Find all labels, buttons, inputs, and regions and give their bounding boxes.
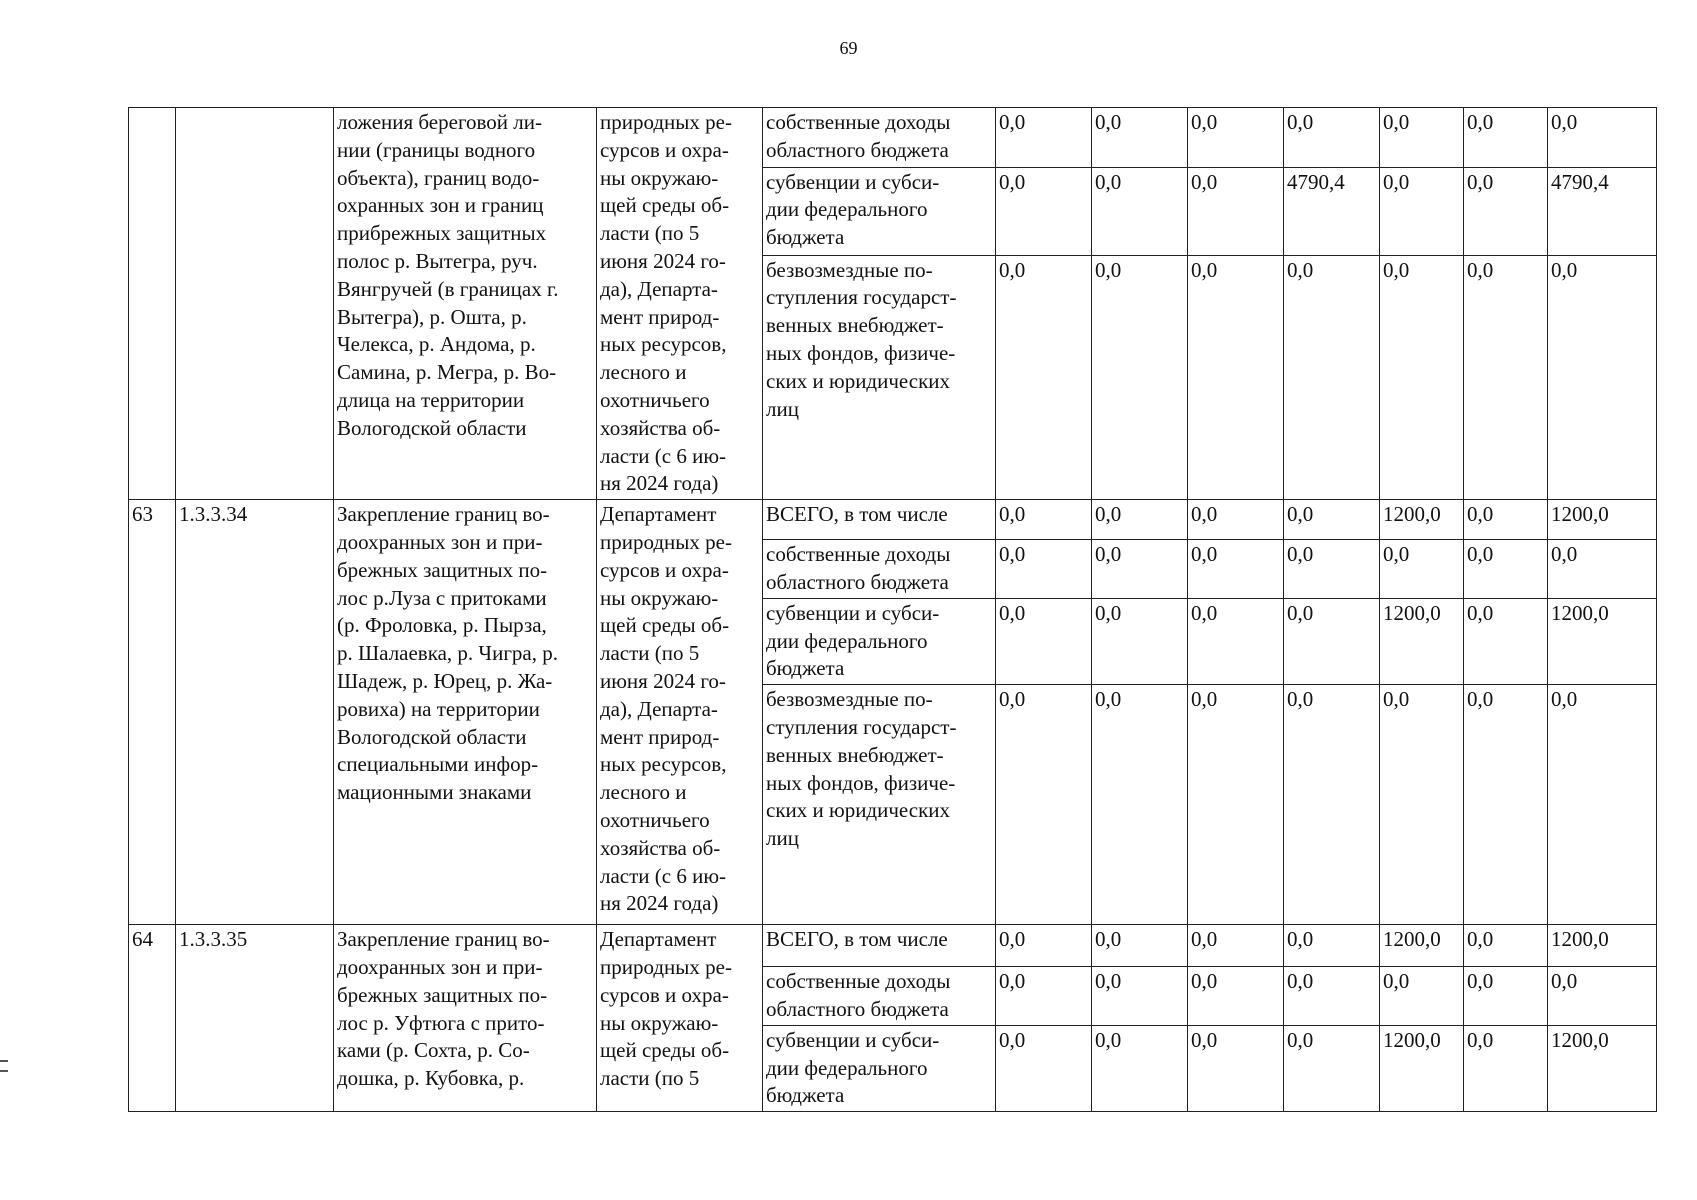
amount-cell: 0,0 [1284,500,1380,540]
amount-cell: 0,0 [996,925,1092,967]
amount-cell: 0,0 [1464,925,1548,967]
executor-cell: природных ре- сурсов и охра- ны окружаю- щей среды об- ласти (по 5 июня 2024 го- да), Департа- мент природ- ных ресурсов, лесного и охотничьего хозяйства об- ласти (с 6 ию- ня 2024 года) [597,108,763,500]
amount-cell: 0,0 [1284,967,1380,1026]
activity-title-cell: Закрепление границ во- доохранных зон и при- брежных защитных по- лос р.Луза с притоками (р. Фроловка, р. Пырза, р. Шалаевка, р. Чигра, р. Шадеж, р. Юрец, р. Жа- ровиха) на территории Вологодской области специальными инфор- мационными знаками [334,500,597,925]
budget-table [128,107,1657,1112]
funding-source-cell: субвенции и субси- дии федерального бюджета [763,167,996,255]
total-value-cell: 1200,0 [1548,598,1657,684]
amount-cell: 0,0 [996,255,1092,500]
amount-cell: 0,0 [1092,925,1188,967]
amount-cell: 0,0 [996,685,1092,925]
total-value-cell: 0,0 [1548,255,1657,500]
amount-cell: 0,0 [1092,540,1188,599]
activity-title-cell: Закрепление границ во- доохранных зон и при- брежных защитных по- лос р. Уфтюга с прито- ками (р. Сохта, р. Со- дошка, р. Кубовка, р. [334,925,597,1112]
amount-cell: 0,0 [1380,967,1464,1026]
table-row [129,108,1657,168]
total-value-cell: 1200,0 [1548,925,1657,967]
amount-cell: 0,0 [1464,167,1548,255]
amount-cell: 0,0 [1188,598,1284,684]
amount-cell: 0,0 [1092,685,1188,925]
amount-cell: 0,0 [996,540,1092,599]
amount-cell: 0,0 [1188,255,1284,500]
amount-cell: 0,0 [996,108,1092,168]
activity-code-cell: 1.3.3.34 [176,500,334,925]
amount-cell: 0,0 [1092,108,1188,168]
row-number-cell: 63 [129,500,176,925]
row-number-cell: 64 [129,925,176,1112]
amount-cell: 0,0 [1092,598,1188,684]
amount-cell: 0,0 [996,598,1092,684]
amount-cell: 0,0 [1464,255,1548,500]
amount-cell: 0,0 [996,167,1092,255]
margin-ticks [0,1060,8,1084]
amount-cell: 0,0 [996,967,1092,1026]
funding-source-cell: собственные доходы областного бюджета [763,967,996,1026]
amount-cell: 0,0 [1284,108,1380,168]
funding-source-cell: собственные доходы областного бюджета [763,540,996,599]
amount-cell: 0,0 [1464,500,1548,540]
amount-cell: 1200,0 [1380,598,1464,684]
amount-cell: 1200,0 [1380,925,1464,967]
amount-cell: 0,0 [1188,967,1284,1026]
activity-code-cell: 1.3.3.35 [176,925,334,1112]
amount-cell: 4790,4 [1284,167,1380,255]
total-value-cell: 0,0 [1548,108,1657,168]
amount-cell: 0,0 [1188,540,1284,599]
amount-cell: 0,0 [1092,167,1188,255]
amount-cell: 0,0 [1380,540,1464,599]
amount-cell: 0,0 [1092,500,1188,540]
amount-cell: 1200,0 [1380,500,1464,540]
activity-title-cell: ложения береговой ли- нии (границы водного объекта), границ водо- охранных зон и границ прибрежных защитных полос р. Вытегра, руч. Вянгручей (в границах г. Вытегра), р. Ошта, р. Челекса, р. Андома, р. Самина, р. Мегра, р. Во- длица на территории Вологодской области [334,108,597,500]
amount-cell: 0,0 [1188,500,1284,540]
amount-cell: 0,0 [1284,1025,1380,1111]
row-number-cell [129,108,176,500]
amount-cell: 0,0 [1188,1025,1284,1111]
amount-cell: 0,0 [1188,925,1284,967]
funding-source-cell: субвенции и субси- дии федерального бюджета [763,598,996,684]
total-value-cell: 0,0 [1548,967,1657,1026]
amount-cell: 0,0 [1188,167,1284,255]
amount-cell: 0,0 [1284,685,1380,925]
total-value-cell: 0,0 [1548,540,1657,599]
amount-cell: 0,0 [1464,540,1548,599]
funding-source-cell: безвозмездные по- ступления государст- венных внебюджет- ных фондов, физиче- ских и юридических лиц [763,685,996,925]
funding-source-cell: ВСЕГО, в том числе [763,500,996,540]
funding-source-cell: субвенции и субси- дии федерального бюджета [763,1025,996,1111]
total-value-cell: 1200,0 [1548,500,1657,540]
page-number: 69 [839,38,858,58]
amount-cell: 0,0 [996,500,1092,540]
total-value-cell: 0,0 [1548,685,1657,925]
funding-source-cell: безвозмездные по- ступления государст- венных внебюджет- ных фондов, физиче- ских и юридических лиц [763,255,996,500]
executor-cell: Департамент природных ре- сурсов и охра- ны окружаю- щей среды об- ласти (по 5 июня 2024 го- да), Департа- мент природ- ных ресурсов, лесного и охотничьего хозяйства об- ласти (с 6 ию- ня 2024 года) [597,500,763,925]
amount-cell: 0,0 [1284,598,1380,684]
amount-cell: 0,0 [1380,685,1464,925]
total-value-cell: 4790,4 [1548,167,1657,255]
total-value-cell: 1200,0 [1548,1025,1657,1111]
funding-source-cell: собственные доходы областного бюджета [763,108,996,168]
amount-cell: 0,0 [1380,167,1464,255]
table-row [129,925,1657,967]
amount-cell: 0,0 [1188,685,1284,925]
amount-cell: 0,0 [1380,108,1464,168]
amount-cell: 0,0 [1464,108,1548,168]
amount-cell: 0,0 [1464,967,1548,1026]
executor-cell: Департамент природных ре- сурсов и охра- ны окружаю- щей среды об- ласти (по 5 [597,925,763,1112]
table-row [129,500,1657,540]
amount-cell: 0,0 [1092,255,1188,500]
amount-cell: 0,0 [1380,255,1464,500]
amount-cell: 0,0 [1284,540,1380,599]
amount-cell: 0,0 [1464,1025,1548,1111]
funding-source-cell: ВСЕГО, в том числе [763,925,996,967]
amount-cell: 0,0 [1284,255,1380,500]
amount-cell: 0,0 [996,1025,1092,1111]
amount-cell: 0,0 [1092,1025,1188,1111]
amount-cell: 0,0 [1464,598,1548,684]
amount-cell: 0,0 [1188,108,1284,168]
activity-code-cell [176,108,334,500]
amount-cell: 1200,0 [1380,1025,1464,1111]
amount-cell: 0,0 [1284,925,1380,967]
amount-cell: 0,0 [1464,685,1548,925]
amount-cell: 0,0 [1092,967,1188,1026]
